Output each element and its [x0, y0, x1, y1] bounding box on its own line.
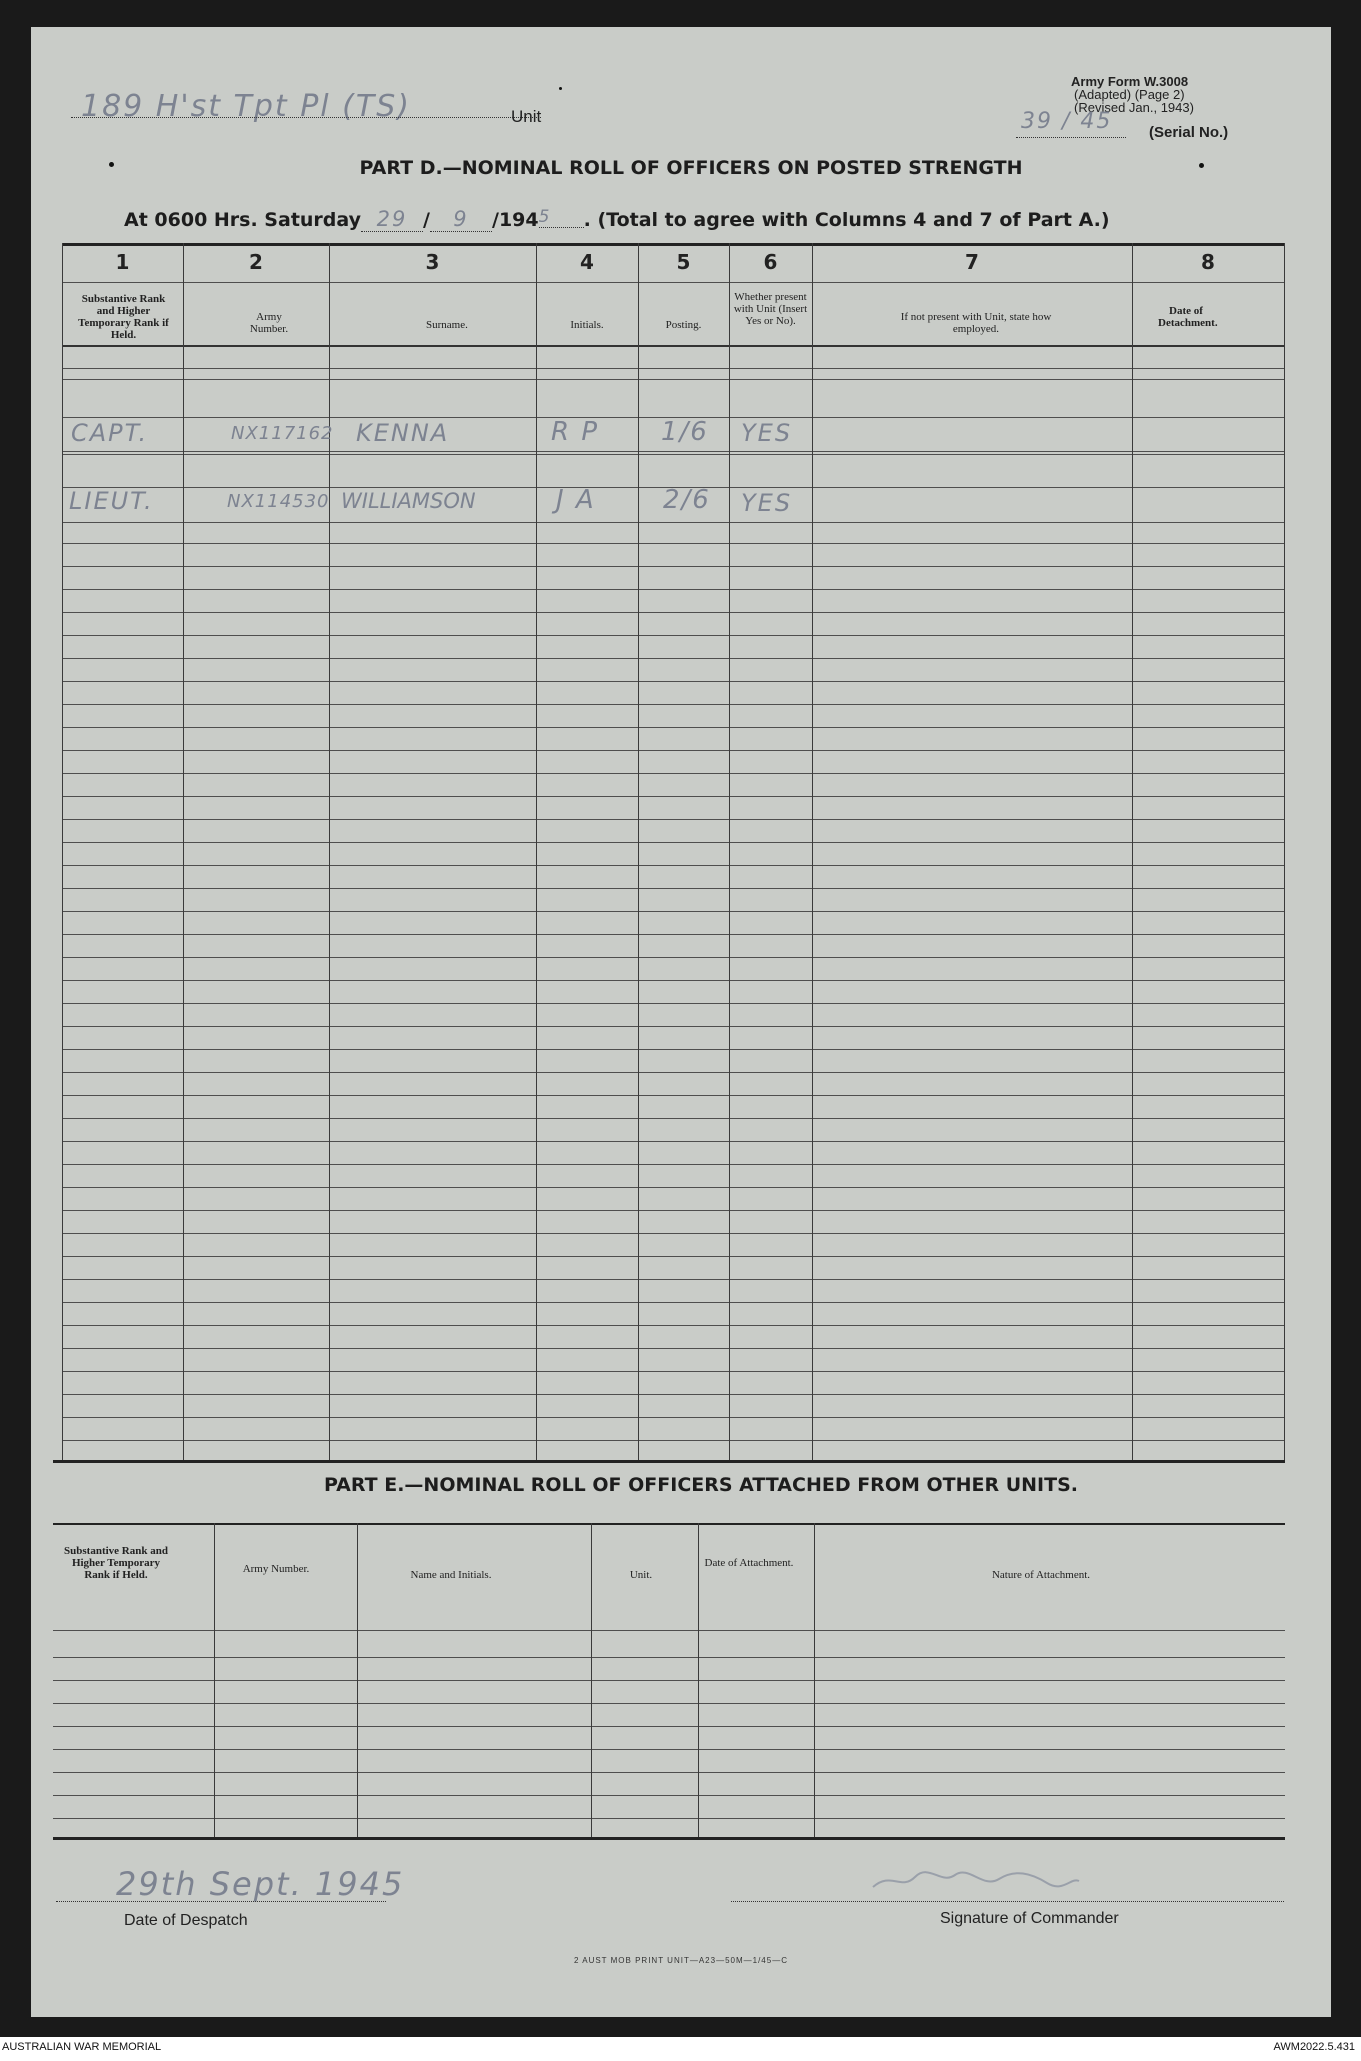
e-header-name: Name and Initials. [410, 1569, 492, 1581]
col-header-initials: Initials. [570, 319, 604, 331]
at-prefix: At 0600 Hrs. Saturday [124, 209, 362, 231]
column-rule [814, 1523, 815, 1839]
row-rule [62, 522, 1284, 523]
row-rule [62, 635, 1284, 636]
date-month: 9 [430, 207, 492, 232]
part-d-header-rule [62, 345, 1284, 347]
column-rule [536, 243, 537, 1460]
row-rule [62, 1210, 1284, 1211]
punch-mark [109, 162, 114, 167]
part-e-bottom-rule [53, 1837, 1285, 1840]
row-rule [53, 1749, 1285, 1750]
entry-2-posting: 2/6 [663, 485, 711, 515]
column-rule [638, 243, 639, 1460]
unit-value: 189 H'st Tpt Pl (TS) [81, 89, 411, 124]
row-rule [53, 1703, 1285, 1704]
row-rule [62, 1417, 1284, 1418]
part-d-title: PART D.—NOMINAL ROLL OF OFFICERS ON POSTED STRENGTH [359, 157, 1023, 179]
unit-label: Unit [511, 107, 542, 126]
part-d-number-rule [62, 282, 1284, 283]
unit-line [71, 117, 541, 118]
col-num-7: 7 [965, 250, 979, 274]
col-num-1: 1 [115, 250, 130, 274]
e-header-nature: Nature of Attachment. [991, 1569, 1091, 1581]
row-rule [62, 1440, 1284, 1441]
entry-1-surname: KENNA [356, 419, 450, 447]
column-rule [698, 1523, 699, 1839]
row-rule [62, 1141, 1284, 1142]
row-rule [62, 957, 1284, 958]
part-d-bottom-rule [53, 1460, 1285, 1463]
row-rule [62, 819, 1284, 820]
despatch-label: Date of Despatch [124, 1912, 248, 1929]
despatch-value: 29th Sept. 1945 [116, 1865, 405, 1903]
row-rule [53, 1657, 1285, 1658]
row-rule [53, 1818, 1285, 1819]
archive-footer [0, 2037, 1361, 2061]
row-rule [62, 368, 1284, 369]
signature-scribble [871, 1867, 1081, 1893]
part-e-top-rule [53, 1523, 1285, 1525]
row-rule [62, 1302, 1284, 1303]
row-rule [62, 658, 1284, 659]
entry-2-initials: J A [556, 485, 596, 515]
row-rule [62, 1371, 1284, 1372]
row-rule [62, 379, 1284, 380]
column-rule [729, 243, 730, 1460]
row-rule [62, 454, 1284, 455]
entry-2-surname: WILLIAMSON [341, 489, 476, 513]
row-rule [62, 1026, 1284, 1027]
part-e-title: PART E.—NOMINAL ROLL OF OFFICERS ATTACHED FROM OTHER UNITS. [324, 1474, 1078, 1496]
archive-right: AWM2022.5.431 [1273, 2041, 1355, 2053]
row-rule [62, 842, 1284, 843]
e-header-rank: Substantive Rank and Higher Temporary Rank if Held. [64, 1545, 168, 1581]
part-d-date-line: At 0600 Hrs. Saturday 29 / 9 /1945 . (Total to agree with Columns 4 and 7 of Part A.) [124, 207, 1110, 231]
col-header-present: Whether present with Unit (Insert Yes or No). [733, 291, 808, 327]
punch-mark [559, 87, 562, 90]
column-rule [183, 243, 184, 1460]
row-rule [62, 589, 1284, 590]
column-rule [591, 1523, 592, 1839]
total-note: . (Total to agree with Columns 4 and 7 of Part A.) [583, 209, 1110, 231]
column-rule [1284, 243, 1285, 1460]
row-rule [53, 1680, 1285, 1681]
column-rule [1132, 243, 1133, 1460]
column-rule [812, 243, 813, 1460]
entry-2-number: NX114530 [227, 491, 330, 512]
signature-label: Signature of Commander [940, 1910, 1119, 1927]
row-rule [53, 1630, 1285, 1631]
row-rule [62, 1256, 1284, 1257]
row-rule [62, 796, 1284, 797]
row-rule [62, 1325, 1284, 1326]
punch-mark [1199, 163, 1204, 168]
row-rule [62, 1187, 1284, 1188]
row-rule [62, 1049, 1284, 1050]
col-header-detachment: Date of Detachment. [1158, 305, 1218, 329]
row-rule [62, 934, 1284, 935]
row-rule [62, 773, 1284, 774]
column-rule [357, 1523, 358, 1839]
col-num-8: 8 [1201, 250, 1215, 274]
despatch-line [56, 1901, 386, 1902]
serial-value: 39 / 45 [1021, 109, 1113, 134]
form-name: Army Form W.3008 [1071, 74, 1189, 89]
signature-line [731, 1901, 1284, 1902]
row-rule [62, 704, 1284, 705]
col-num-4: 4 [580, 250, 594, 274]
entry-1-posting: 1/6 [661, 417, 709, 447]
row-rule [62, 1072, 1284, 1073]
col-header-how-employed: If not present with Unit, state how employed. [900, 311, 1052, 335]
column-rule [62, 243, 63, 1460]
e-header-unit: Unit. [629, 1569, 653, 1581]
archive-left: AUSTRALIAN WAR MEMORIAL [2, 2041, 162, 2053]
row-rule [62, 888, 1284, 889]
col-header-posting: Posting. [665, 319, 702, 331]
entry-1-rank: CAPT. [71, 419, 149, 447]
form-adapted: (Adapted) (Page 2) [1074, 87, 1185, 102]
row-rule [53, 1726, 1285, 1727]
serial-label: (Serial No.) [1149, 124, 1229, 141]
e-header-date: Date of Attachment. [704, 1557, 794, 1569]
row-rule [62, 1095, 1284, 1096]
date-day: 29 [361, 207, 423, 232]
row-rule [62, 1233, 1284, 1234]
column-rule [214, 1523, 215, 1839]
col-header-rank: Substantive Rank and Higher Temporary Rank if Held. [78, 293, 169, 341]
row-rule [62, 727, 1284, 728]
printer-imprint: 2 AUST MOB PRINT UNIT—A23—50M—1/45—C [574, 1956, 788, 1965]
row-rule [62, 1164, 1284, 1165]
entry-2-present: YES [741, 489, 793, 517]
row-rule [62, 681, 1284, 682]
row-rule [53, 1772, 1285, 1773]
col-num-3: 3 [425, 250, 440, 274]
part-d-top-rule [62, 243, 1284, 246]
entry-1-initials: R P [551, 417, 600, 447]
date-year-suffix: 5 [539, 207, 584, 228]
row-rule [62, 911, 1284, 912]
row-rule [62, 980, 1284, 981]
col-num-6: 6 [763, 250, 778, 274]
row-rule [62, 750, 1284, 751]
row-rule [62, 1118, 1284, 1119]
row-rule [62, 612, 1284, 613]
entry-1-number: NX117162 [231, 423, 334, 444]
col-header-surname: Surname. [426, 319, 468, 331]
row-rule [62, 1394, 1284, 1395]
row-rule [62, 865, 1284, 866]
row-rule [62, 1003, 1284, 1004]
row-rule [62, 1348, 1284, 1349]
col-num-2: 2 [249, 250, 263, 274]
form-revised: (Revised Jan., 1943) [1074, 100, 1194, 115]
col-header-army-number: Army Number. [249, 311, 289, 335]
col-num-5: 5 [676, 250, 691, 274]
entry-1-present: YES [741, 419, 793, 447]
row-rule [62, 566, 1284, 567]
row-rule [62, 1279, 1284, 1280]
serial-line [1016, 137, 1126, 138]
date-year-prefix: 194 [498, 209, 539, 231]
form-sheet [31, 27, 1331, 2017]
e-header-army-number: Army Number. [242, 1563, 310, 1575]
row-rule [53, 1795, 1285, 1796]
entry-2-rank: LIEUT. [69, 487, 154, 515]
row-rule [62, 543, 1284, 544]
row-rule [62, 451, 1284, 452]
